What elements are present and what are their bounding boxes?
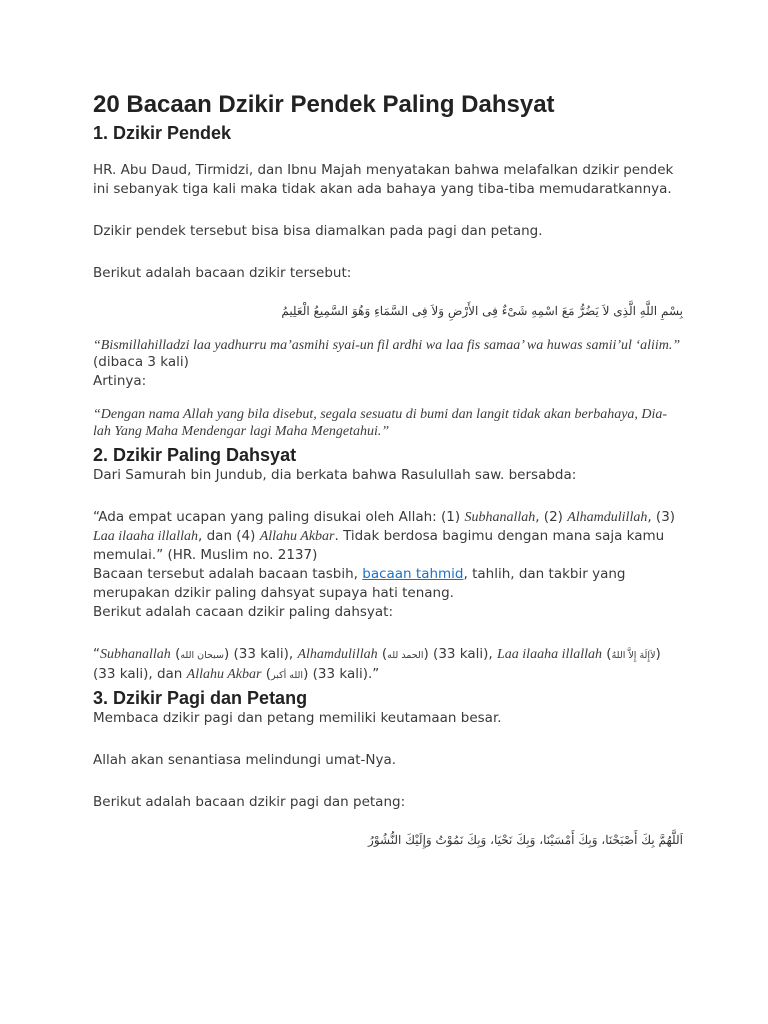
section-3-paragraph-1: Membaca dzikir pagi dan petang memiliki keutamaan besar. bbox=[93, 710, 502, 726]
transliteration-text: “Bismillahilladzi laa yadhurru ma’asmihi syai-un fil ardhi wa laa fis samaa’ wa huwas samii’ul ‘aliim.” bbox=[93, 338, 681, 353]
section-1-paragraph-2: Dzikir pendek tersebut bisa bisa diamalkan pada pagi dan petang. bbox=[93, 223, 543, 239]
list-term-alhamdulillah: Alhamdulillah bbox=[297, 647, 378, 662]
section-1-arabic-text: بِسْمِ اللَّهِ الَّذِى لاَ يَضُرُّ مَعَ اسْمِهِ شَىْءٌ فِى الأَرْضِ وَلاَ فِى السَّمَاءِ وَهُوَ السَّمِيعُ الْعَلِيمُ bbox=[281, 304, 683, 318]
section-3-arabic-text: اَللَّهُمَّ بِكَ أَصْبَحْنَا، وَبِكَ أَمْسَيْنَا، وَبِكَ نَحْيَا، وَبِكَ نَمُوْتُ وَإِلَيْكَ النُّشُوْرُ bbox=[368, 833, 683, 847]
list-open-quote: “ bbox=[93, 646, 100, 662]
section-3-heading: 3. Dzikir Pagi dan Petang bbox=[93, 688, 308, 708]
section-2-paragraph-4: Berikut adalah cacaan dzikir paling dahsyat: bbox=[93, 604, 394, 620]
section-2-paragraph-1: Dari Samurah bin Jundub, dia berkata bahwa Rasulullah saw. bersabda: bbox=[93, 467, 577, 483]
document-page bbox=[93, 90, 683, 851]
section-1-paragraph-1: HR. Abu Daud, Tirmidzi, dan Ibnu Majah menyatakan bahwa melafalkan dzikir pendek ini sebanyak tiga kali maka tidak akan ada bahaya yang tiba-tiba memudaratkannya. bbox=[93, 162, 674, 197]
list-arabic-alhamdulillah: الحمد لله bbox=[387, 650, 424, 661]
dzikir-list: “Subhanallah (سبحان الله) (33 kali), Alhamdulillah (الحمد لله) (33 kali), Laa ilaaha illallah (لاَإِلَهَ إِلاَّ اللهُ) (33 kali), dan Allahu Akbar (الله أكبر) (33 kali).” bbox=[93, 646, 661, 682]
transliteration-note: (dibaca 3 kali) bbox=[93, 354, 189, 370]
list-term-subhanallah: Subhanallah bbox=[100, 647, 171, 662]
quote-sep: , (2) bbox=[535, 509, 568, 525]
list-arabic-takbir: الله أكبر bbox=[271, 670, 304, 681]
quote-term-alhamdulillah: Alhamdulillah bbox=[567, 510, 648, 525]
hadith-quote bbox=[93, 508, 683, 565]
section-1-meaning: “Dengan nama Allah yang bila disebut, segala sesuatu di bumi dan langit tidak akan berbahaya, Dia-lah Yang Maha Mendengar lagi Maha Mengetahui.” bbox=[93, 407, 668, 439]
section-3-paragraph-3: Berikut adalah bacaan dzikir pagi dan petang: bbox=[93, 794, 406, 810]
list-arabic-subhanallah: سبحان الله bbox=[180, 650, 224, 661]
bacaan-tahmid-link[interactable]: bacaan tahmid bbox=[362, 566, 464, 582]
quote-term-tahlil: Laa ilaaha illallah bbox=[93, 529, 199, 544]
list-count: (33 kali).” bbox=[308, 666, 380, 682]
section-3-paragraph-2: Allah akan senantiasa melindungi umat-Nya. bbox=[93, 752, 397, 768]
section-2-paragraph-3 bbox=[93, 565, 683, 603]
quote-sep: , dan (4) bbox=[198, 528, 260, 544]
quote-term-takbir: Allahu Akbar bbox=[259, 529, 335, 544]
section-1-heading: 1. Dzikir Pendek bbox=[93, 123, 232, 143]
list-count: (33 kali), dan bbox=[93, 666, 187, 682]
section-1-paragraph-3: Berikut adalah bacaan dzikir tersebut: bbox=[93, 265, 352, 281]
section-2-heading: 2. Dzikir Paling Dahsyat bbox=[93, 445, 297, 465]
quote-sep: , (3) bbox=[647, 509, 676, 525]
list-term-tahlil: Laa ilaaha illallah bbox=[497, 647, 603, 662]
section-1-transliteration bbox=[93, 337, 683, 371]
artinya-label: Artinya: bbox=[93, 373, 147, 389]
list-count: (33 kali), bbox=[229, 646, 298, 662]
list-arabic-tahlil: لاَإِلَهَ إِلاَّ اللهُ bbox=[611, 650, 656, 661]
list-count: (33 kali), bbox=[428, 646, 497, 662]
page-title: 20 Bacaan Dzikir Pendek Paling Dahsyat bbox=[93, 91, 555, 118]
quote-text: “Ada empat ucapan yang paling disukai oleh Allah: (1) bbox=[93, 509, 465, 525]
quote-term-subhanallah: Subhanallah bbox=[464, 510, 536, 525]
paragraph-text: , tahlih, dan takbir yang merupakan dzikir paling dahsyat supaya hati tenang. bbox=[93, 566, 626, 601]
paragraph-text: Bacaan tersebut adalah bacaan tasbih, bbox=[93, 566, 363, 582]
list-term-takbir: Allahu Akbar bbox=[186, 667, 262, 682]
quote-close: . Tidak berdosa bagimu dengan mana saja kamu memulai.” (HR. Muslim no. 2137) bbox=[93, 528, 665, 563]
